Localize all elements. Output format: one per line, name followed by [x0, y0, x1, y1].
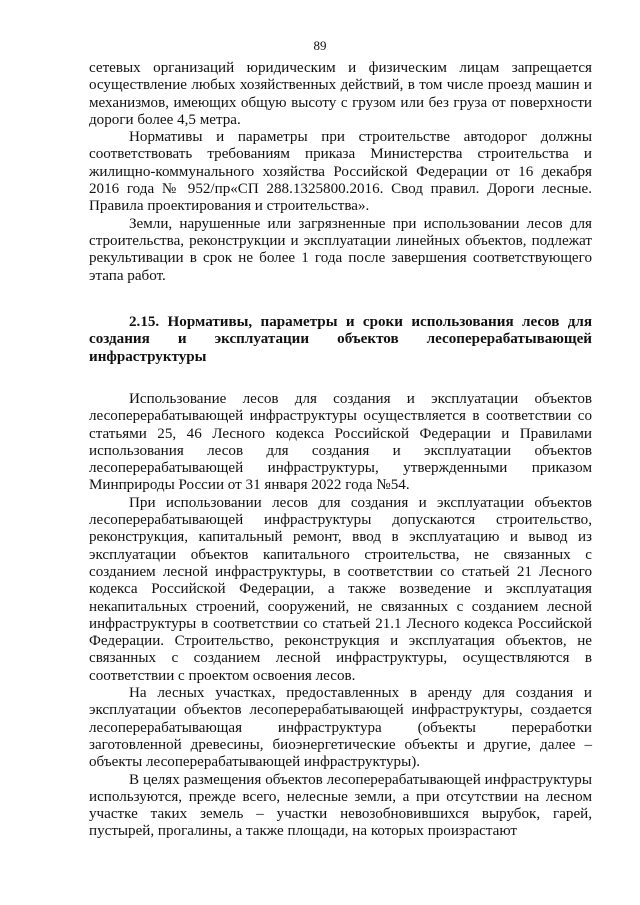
paragraph: Нормативы и параметры при строительстве автодорог должны соответствовать требованиям приказа Министерства строительства и жилищно-коммунального хозяйства Российской Федерации от 16 декабря 2016 года № 952/пр«СП 288.1325800.2016. Свод правил. Дороги лесные. Правила проектирования и строительства».: [89, 129, 592, 215]
paragraph: Использование лесов для создания и эксплуатации объектов лесоперерабатывающей инфраструктуры осуществляется в соответствии со статьями 25, 46 Лесного кодекса Российской Федерации и Правилами использования лесов для создания и эксплуатации объектов лесоперерабатывающей инфраструктуры, утвержденными приказом Минприроды России от 31 января 2022 года №54.: [89, 391, 592, 494]
paragraph: В целях размещения объектов лесоперерабатывающей инфраструктуры используются, прежде всего, нелесные земли, а при отсутствии на лесном участке таких земель – участки невозобновившихся вырубок, гарей, пустырей, прогалины, а также площади, на которых произрастают: [89, 771, 592, 840]
paragraph: Земли, нарушенные или загрязненные при использовании лесов для строительства, реконструкции и эксплуатации линейных объектов, подлежат рекультивации в срок не более 1 года после завершения соответствующего этапа работ.: [89, 215, 592, 284]
text-block-main: [89, 391, 592, 841]
paragraph: При использовании лесов для создания и эксплуатации объектов лесоперерабатывающей инфраструктуры допускаются строительство, реконструкция, капитальный ремонт, ввод в эксплуатацию и вывод из эксплуатации объектов капитального строительства, не связанных с созданием лесной инфраструктуры, в соответствии со статьей 21 Лесного кодекса Российской Федерации, а также возведение и эксплуатация некапитальных строений, сооружений, не связанных с созданием лесной инфраструктуры в соответствии со статьей 21.1 Лесного кодекса Российской Федерации. Строительство, реконструкция и эксплуатация объектов, не связанных с созданием лесной инфраструктуры, осуществляются в соответствии с проектом освоения лесов.: [89, 494, 592, 684]
section-heading: 2.15. Нормативы, параметры и сроки использования лесов для создания и эксплуатации объектов лесоперерабатывающей инфраструктуры: [89, 314, 592, 365]
page-number: 89: [313, 38, 327, 53]
paragraph: сетевых организаций юридическим и физическим лицам запрещается осуществление любых хозяйственных действий, в том числе проезд машин и механизмов, имеющих общую высоту с грузом или без груза от поверхности дороги более 4,5 метра.: [89, 60, 592, 128]
paragraph: На лесных участках, предоставленных в аренду для создания и эксплуатации объектов лесоперерабатывающей инфраструктуры, создается лесоперерабатывающая инфраструктура (объекты переработки заготовленной древесины, биоэнергетические объекты и другие, далее – объекты лесоперерабатывающей инфраструктуры).: [89, 685, 592, 771]
text-block-top: [89, 60, 592, 285]
